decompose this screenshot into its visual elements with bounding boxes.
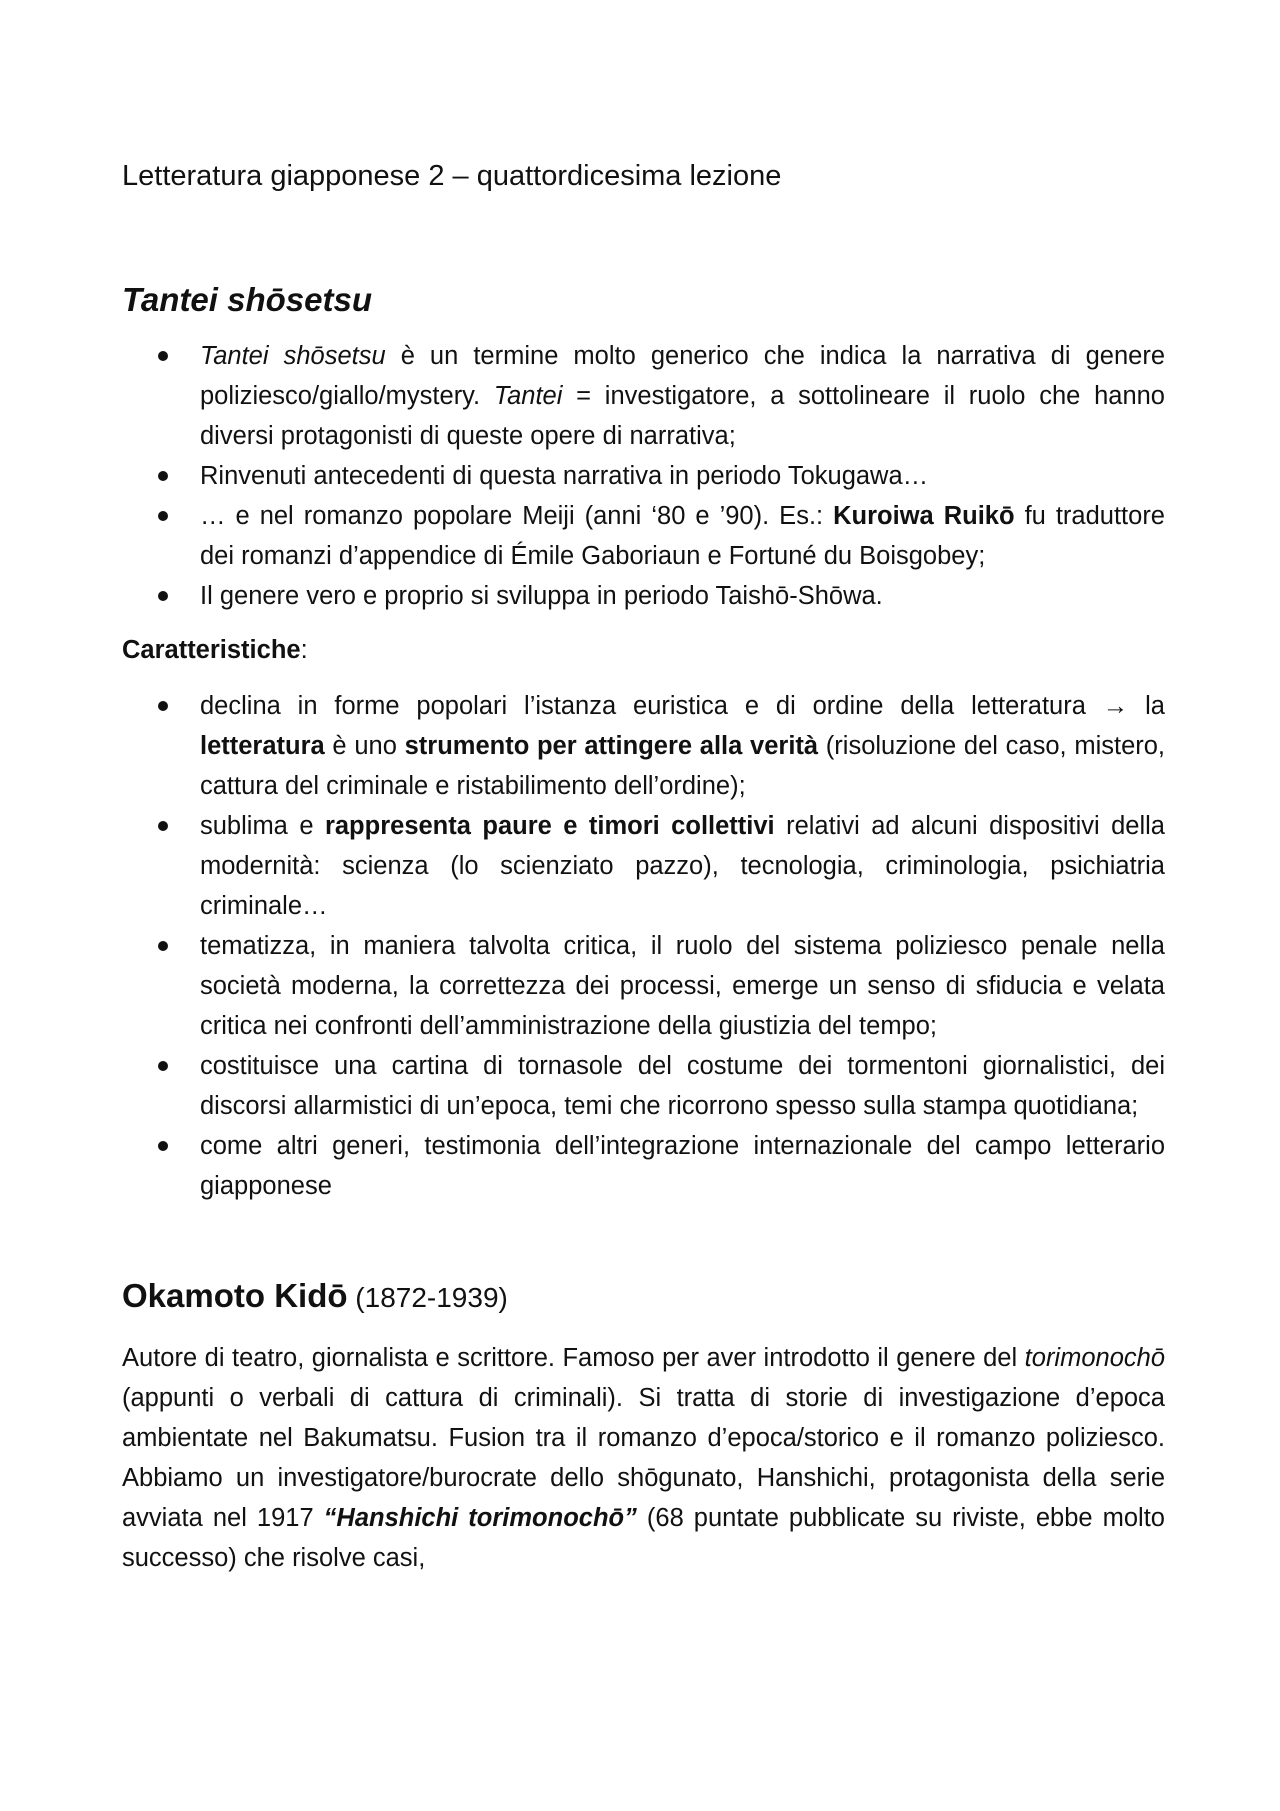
text-run: fu traduttore dei romanzi d’appendice di Émile Gaboriaun e Fortuné du Boisgobey; <box>200 502 1165 570</box>
author-paragraph <box>122 1338 1165 1578</box>
bold-term: strumento per attingere alla verità <box>404 732 819 760</box>
text-run: costituisce una cartina di tornasole del costume dei tormentoni giornalistici, dei discorsi allarmistici di un’epoca, temi che ricorrono spesso sulla stampa quotidiana; <box>200 1052 1165 1120</box>
bold-term: rappresenta paure e timori collettivi <box>324 812 775 840</box>
italic-term: Tantei shōsetsu <box>200 342 386 370</box>
text-run: Rinvenuti antecedenti di questa narrativa in periodo Tokugawa… <box>200 462 929 490</box>
text-run: relativi ad alcuni dispositivi della modernità: scienza (lo scienziato pazzo), tecnologia, criminologia, psichiatria criminale… <box>200 812 1165 920</box>
text-run: = investigatore, a sottolineare il ruolo che hanno diversi protagonisti di queste opere di narrativa; <box>200 382 1165 450</box>
text-run: sublima e <box>200 812 325 840</box>
document-title: Letteratura giapponese 2 – quattordicesima lezione <box>122 160 782 192</box>
intro-bullet-list <box>122 336 1165 616</box>
list-item <box>200 1126 1165 1206</box>
author-heading <box>122 1274 1165 1320</box>
author-years: (1872-1939) <box>347 1282 508 1313</box>
text-run: è un termine molto generico che indica la narrativa di genere poliziesco/giallo/mystery. <box>200 342 1165 410</box>
text-run: tematizza, in maniera talvolta critica, il ruolo del sistema poliziesco penale nella società moderna, la correttezza dei processi, emerge un senso di sfiducia e velata critica nei confronti dell’amministrazione della giustizia del tempo; <box>200 932 1165 1040</box>
list-item <box>200 686 1165 806</box>
text-run: (appunti o verbali di cattura di criminali). Si tratta di storie di investigazione d’epoca ambientate nel Bakumatsu. Fusion tra il romanzo d’epoca/storico e il romanzo poliziesco. Abbiamo un investigatore/burocrate dello shōgunato, Hanshichi, protagonista della serie avviata nel 1917 <box>122 1384 1165 1532</box>
text-run: … e nel romanzo popolare Meiji (anni ‘80 e ’90). Es.: <box>200 502 834 530</box>
bold-italic-title: “Hanshichi torimonochō” <box>323 1504 637 1532</box>
section-spacer <box>122 1206 1165 1274</box>
text-run: (risoluzione del caso, mistero, cattura del criminale e ristabilimento dell’ordine); <box>200 732 1166 800</box>
list-item <box>200 456 1165 496</box>
list-item <box>200 1046 1165 1126</box>
text-run: Il genere vero e proprio si sviluppa in periodo Taishō-Shōwa. <box>200 582 883 610</box>
author-name: Okamoto Kidō <box>122 1277 348 1314</box>
list-item <box>200 806 1165 926</box>
list-item <box>200 496 1165 576</box>
text-run: come altri generi, testimonia dell’integrazione internazionale del campo letterario giapponese <box>200 1132 1165 1200</box>
text-run: declina in forme popolari l’istanza euristica e di ordine della letteratura → la <box>200 692 1165 720</box>
list-item <box>200 576 1165 616</box>
bold-term: letteratura <box>200 732 325 760</box>
section-heading-tantei-shosetsu: Tantei shōsetsu <box>122 281 372 318</box>
list-item <box>200 336 1165 456</box>
bold-name: Kuroiwa Ruikō <box>833 502 1015 530</box>
italic-term: Tantei <box>493 382 563 410</box>
list-item <box>200 926 1165 1046</box>
characteristics-bullet-list <box>122 686 1165 1206</box>
characteristics-label <box>122 630 1165 670</box>
text-run: è uno <box>324 732 405 760</box>
italic-term: torimonochō <box>1024 1344 1165 1372</box>
characteristics-label-text: Caratteristiche <box>122 636 301 664</box>
text-run: Autore di teatro, giornalista e scrittore. Famoso per aver introdotto il genere del <box>122 1344 1025 1372</box>
text-run: (68 puntate pubblicate su riviste, ebbe molto successo) che risolve casi, <box>122 1504 1165 1572</box>
characteristics-colon: : <box>300 636 308 664</box>
